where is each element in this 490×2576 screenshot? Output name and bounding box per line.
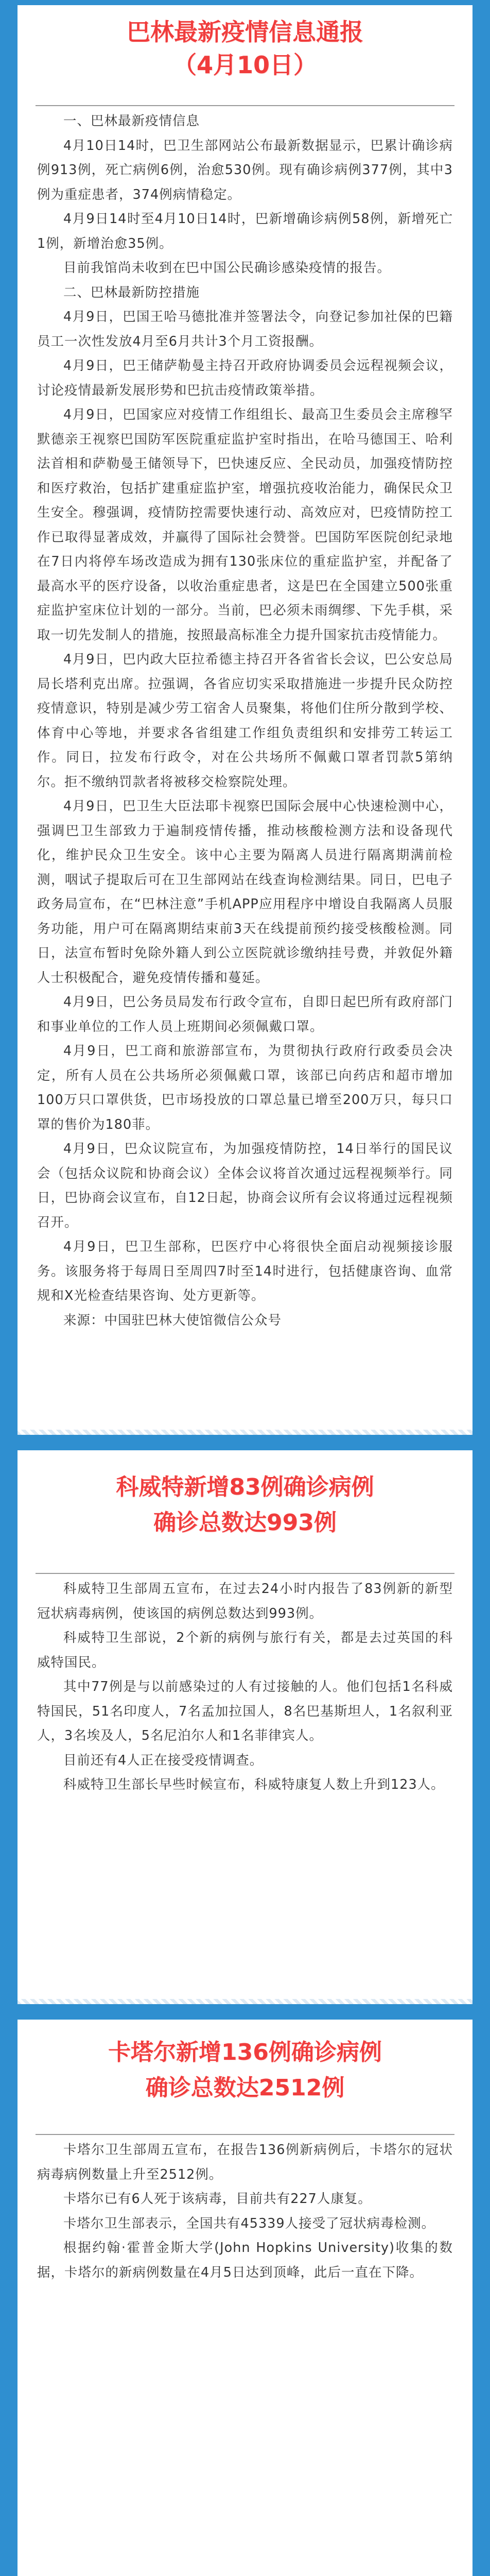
bahrain-headline — [18, 18, 472, 80]
kuwait-subtitle: 确诊总数达993例 — [153, 1510, 337, 1536]
section-heading-measures: 二、巴林最新防控措施 — [63, 284, 200, 300]
paragraph: 其中77例是与以前感染过的人有过接触的人。他们包括1名科威特国民，51名印度人，7名孟加拉国人，8名巴基斯坦人，1名叙利亚人，3名埃及人，5名尼泊尔人和1名菲律宾人。 — [37, 1679, 453, 1743]
paragraph: 4月9日，巴王储萨勒曼主持召开政府协调委员会远程视频会议，讨论疫情最新发展形势和巴抗击疫情政策举措。 — [37, 358, 453, 398]
paragraph: 科威特卫生部周五宣布，在过去24小时内报告了83例新的新型冠状病毒病例，使该国的病例总数达到993例。 — [37, 1581, 453, 1621]
paragraph: 根据约翰·霍普金斯大学(John Hopkins University)收集的数据，卡塔尔的新病例数量在4月5日达到顶峰，此后一直在下降。 — [37, 2240, 453, 2280]
paragraph: 4月9日，巴国家应对疫情工作组组长、最高卫生委员会主席穆罕默德亲王视察巴国防军医院重症监护室时指出，在哈马德国王、哈利法首相和萨勒曼王储领导下，巴快速反应、全民动员，加强疫情防控和医疗救治，包括扩建重症监护室，增强抗疫收治能力，确保民众卫生安全。穆强调，疫情防控需要快速行动、高效应对，巴疫情防控工作已取得显著成效，并赢得了国际社会赞誉。巴国防军医院创纪录地在7日内将停车场改造成为拥有130张床位的重症监护室，并配备了最高水平的医疗设备，以收治重症患者，这是巴在全国建立500张重症监护室床位计划的一部分。当前，巴必须未雨绸缪、下先手棋，采取一切先发制人的措施，按照最高标准全力提升国家抗击疫情能力。 — [37, 407, 453, 643]
bahrain-divider — [36, 105, 454, 106]
paragraph: 4月10日14时，巴卫生部网站公布最新数据显示，巴累计确诊病例913例，死亡病例6例，治愈530例。现有确诊病例377例，其中3例为重症患者，374例病情稳定。 — [37, 138, 453, 202]
kuwait-card-stripe — [18, 1999, 472, 2004]
paragraph: 科威特卫生部长早些时候宣布，科威特康复人数上升到123人。 — [63, 1777, 445, 1792]
kuwait-title: 科威特新增83例确诊病例 — [116, 1474, 374, 1500]
paragraph: 4月9日，巴内政大臣拉希德主持召开各省省长会议，巴公安总局局长塔利克出席。拉强调，各省应切实采取措施进一步提升民众防控疫情意识，特别是减少劳工宿舍人员聚集，将他们住所分散到学校、体育中心等地，并要求各省组建工作组负责组织和安排劳工转运工作。同日，拉发布行政令，对在公共场所不佩戴口罩者罚款5第纳尔。拒不缴纳罚款者将被移交检察院处理。 — [37, 652, 453, 790]
paragraph: 卡塔尔已有6人死于该病毒，目前共有227人康复。 — [63, 2191, 372, 2207]
bahrain-title: 巴林最新疫情信息通报 — [127, 18, 363, 46]
qatar-subtitle: 确诊总数达2512例 — [145, 2075, 345, 2101]
bahrain-body — [18, 109, 472, 1333]
kuwait-body — [18, 1577, 472, 1798]
bahrain-card-stripe — [18, 1430, 472, 1435]
bahrain-card — [18, 5, 472, 1430]
paragraph: 4月9日，巴卫生大臣法耶卡视察巴国际会展中心快速检测中心，强调巴卫生部致力于遍制疫情传播，推动核酸检测方法和设备现代化，维护民众卫生安全。该中心主要为隔离人员进行隔离期满前检测，咽试子提取后可在卫生部网站在线查询检测结果。同日，巴电子政务局宣布，在“巴林注意”手机APP应用程序中增设自我隔离人员服务功能，用户可在隔离期结束前3天在线提前预约接受核酸检测。同日，法宣布暂时免除外籍人到公立医院就诊缴纳挂号费，并敦促外籍人士积极配合，避免疫情传播和蔓延。 — [37, 799, 453, 986]
paragraph: 目前还有4人正在接受疫情调查。 — [63, 1752, 264, 1768]
paragraph: 4月9日，巴卫生部称，巴医疗中心将很快全面启动视频接诊服务。该服务将于每周日至周四7时至14时进行，包括健康咨询、血常规和X光检查结果咨询、处方更新等。 — [37, 1239, 453, 1303]
kuwait-card — [18, 1450, 472, 1999]
section-heading-epidemic: 一、巴林最新疫情信息 — [63, 113, 200, 129]
bahrain-card-header — [18, 5, 472, 95]
kuwait-card-header — [18, 1450, 472, 1550]
qatar-headline — [18, 2038, 472, 2102]
qatar-divider — [36, 2134, 454, 2135]
qatar-card-header — [18, 2020, 472, 2115]
paragraph: 4月9日14时至4月10日14时，巴新增确诊病例58例，新增死亡1例，新增治愈35例。 — [37, 211, 453, 251]
kuwait-divider — [36, 1573, 454, 1574]
paragraph: 4月9日，巴公务员局发布行政令宣布，自即日起巴所有政府部门和事业单位的工作人员上班期间必须佩戴口罩。 — [37, 994, 453, 1035]
paragraph: 科威特卫生部说，2个新的病例与旅行有关，都是去过英国的科威特国民。 — [37, 1630, 453, 1670]
paragraph: 目前我馆尚未收到在巴中国公民确诊感染疫情的报告。 — [63, 260, 391, 276]
paragraph: 4月9日，巴工商和旅游部宣布，为贯彻执行政府行政委员会决定，所有人员在公共场所必须佩戴口罩，该部已向药店和超市增加100万只口罩供货，巴市场投放的口罩总量已增至200万只，每只口罩的售价为180菲。 — [37, 1043, 453, 1132]
bahrain-date: （4月10日） — [172, 50, 318, 79]
qatar-body — [18, 2138, 472, 2285]
paragraph: 卡塔尔卫生部周五宣布，在报告136例新病例后，卡塔尔的冠状病毒病例数量上升至2512例。 — [37, 2142, 453, 2182]
qatar-card — [18, 2020, 472, 2576]
qatar-title: 卡塔尔新增136例确诊病例 — [108, 2039, 382, 2065]
paragraph: 卡塔尔卫生部表示，全国共有45339人接受了冠状病毒检测。 — [63, 2215, 435, 2231]
paragraph: 4月9日，巴众议院宣布，为加强疫情防控，14日举行的国民议会（包括众议院和协商会议）全体会议将首次通过远程视频举行。同日，巴协商会议宣布，自12日起，协商会议所有会议将通过远程视频召开。 — [37, 1141, 453, 1230]
source-line: 来源：中国驻巴林大使馆微信公众号 — [63, 1312, 282, 1328]
kuwait-headline — [18, 1473, 472, 1537]
paragraph: 4月9日，巴国王哈马德批准并签署法令，向登记参加社保的巴籍员工一次性发放4月至6月共计3个月工资报酬。 — [37, 309, 453, 349]
